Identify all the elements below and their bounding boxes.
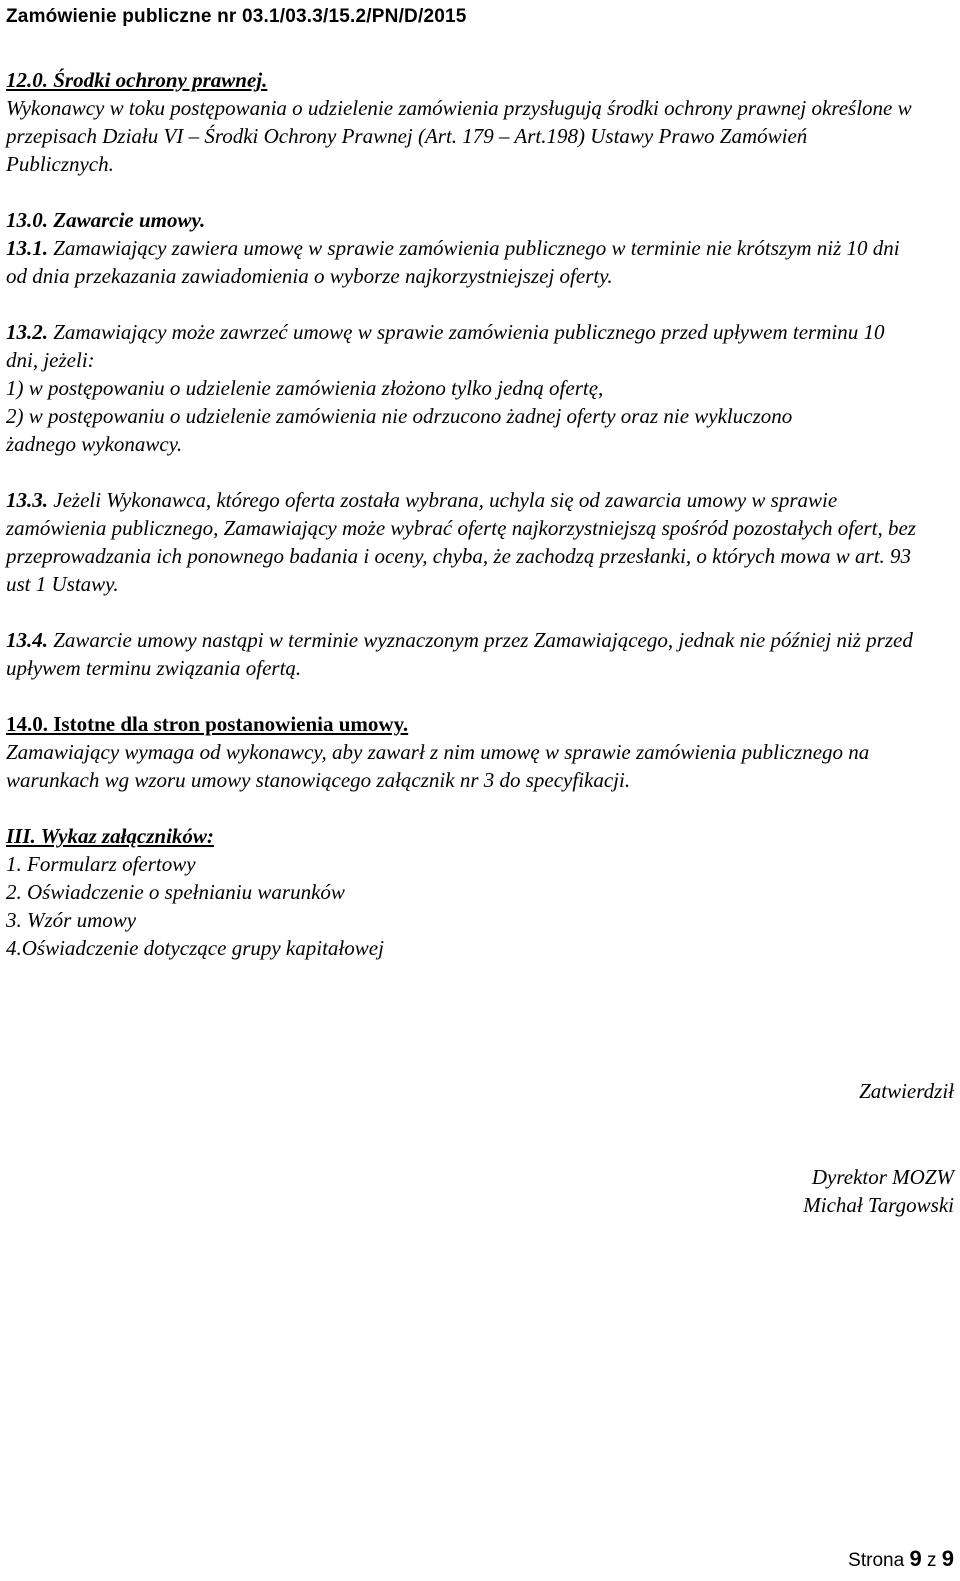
clause-13-1-text: Zamawiający zawiera umowę w sprawie zamówienia publicznego w terminie nie krótszym niż 10 dni od dnia przekazania zawiadomienia o wyborze najkorzystniejszej oferty. <box>6 236 900 288</box>
clause-13-2 <box>6 318 916 374</box>
attachments-heading: III. Wykaz załączników: <box>6 824 214 848</box>
document-body <box>6 66 916 962</box>
signatory-name: Michał Targowski <box>803 1193 954 1217</box>
document-header: Zamówienie publiczne nr 03.1/03.3/15.2/PN/D/2015 <box>6 6 467 27</box>
section-12-text: Wykonawcy w toku postępowania o udzielenie zamówienia przysługują środki ochrony prawnej określone w przepisach Działu VI – Środki Ochrony Prawnej (Art. 179 – Art.198) Ustawy Prawo Zamówień Publicznych. <box>6 96 912 176</box>
clause-13-3 <box>6 486 916 598</box>
attachment-item: 4.Oświadczenie dotyczące grupy kapitałowej <box>6 936 384 960</box>
clause-13-2-item-2: 2) w postępowaniu o udzielenie zamówienia nie odrzucono żadnej oferty oraz nie wykluczono żadnego wykonawcy. <box>6 404 793 456</box>
clause-13-1-number: 13.1. <box>6 236 48 260</box>
page-separator: z <box>926 1550 937 1571</box>
clause-13-4-number: 13.4. <box>6 628 48 652</box>
section-13-heading <box>6 206 916 234</box>
clause-13-1 <box>6 234 916 290</box>
clause-13-2-item-1: 1) w postępowaniu o udzielenie zamówienia złożono tylko jedną ofertę, <box>6 376 604 400</box>
section-13-heading-text: 13.0. Zawarcie umowy. <box>6 208 206 232</box>
signatory-position: Dyrektor MOZW <box>811 1165 954 1189</box>
attachment-item: 1. Formularz ofertowy <box>6 852 196 876</box>
current-page: 9 <box>909 1546 922 1571</box>
total-pages: 9 <box>941 1546 954 1571</box>
clause-13-4-text: Zawarcie umowy nastąpi w terminie wyznaczonym przez Zamawiającego, jednak nie później niż przed upływem terminu związania ofertą. <box>6 628 913 680</box>
clause-13-2-number: 13.2. <box>6 320 48 344</box>
clause-13-3-text: Jeżeli Wykonawca, którego oferta została wybrana, uchyla się od zawarcia umowy w sprawie zamówienia publicznego, Zamawiający może wybrać ofertę najkorzystniejszą spośród pozostałych ofert, bez przeprowadzania ich ponownego badania i oceny, chyba, że zachodzą przesłanki, o których mowa w art. 93 ust 1 Ustawy. <box>6 488 916 596</box>
clause-13-4 <box>6 626 916 682</box>
section-14-text: Zamawiający wymaga od wykonawcy, aby zawarł z nim umowę w sprawie zamówienia publicznego na warunkach wg wzoru umowy stanowiącego załącznik nr 3 do specyfikacji. <box>6 740 870 792</box>
section-12-heading: 12.0. Środki ochrony prawnej. <box>6 68 268 92</box>
page-number <box>848 1546 954 1572</box>
page-label: Strona <box>848 1550 905 1571</box>
attachment-item: 2. Oświadczenie o spełnianiu warunków <box>6 880 345 904</box>
section-14-heading: 14.0. Istotne dla stron postanowienia umowy. <box>6 712 409 736</box>
clause-13-2-text: Zamawiający może zawrzeć umowę w sprawie zamówienia publicznego przed upływem terminu 10 dni, jeżeli: <box>6 320 885 372</box>
approval-label: Zatwierdził <box>859 1079 954 1103</box>
attachment-item: 3. Wzór umowy <box>6 908 137 932</box>
clause-13-3-number: 13.3. <box>6 488 48 512</box>
